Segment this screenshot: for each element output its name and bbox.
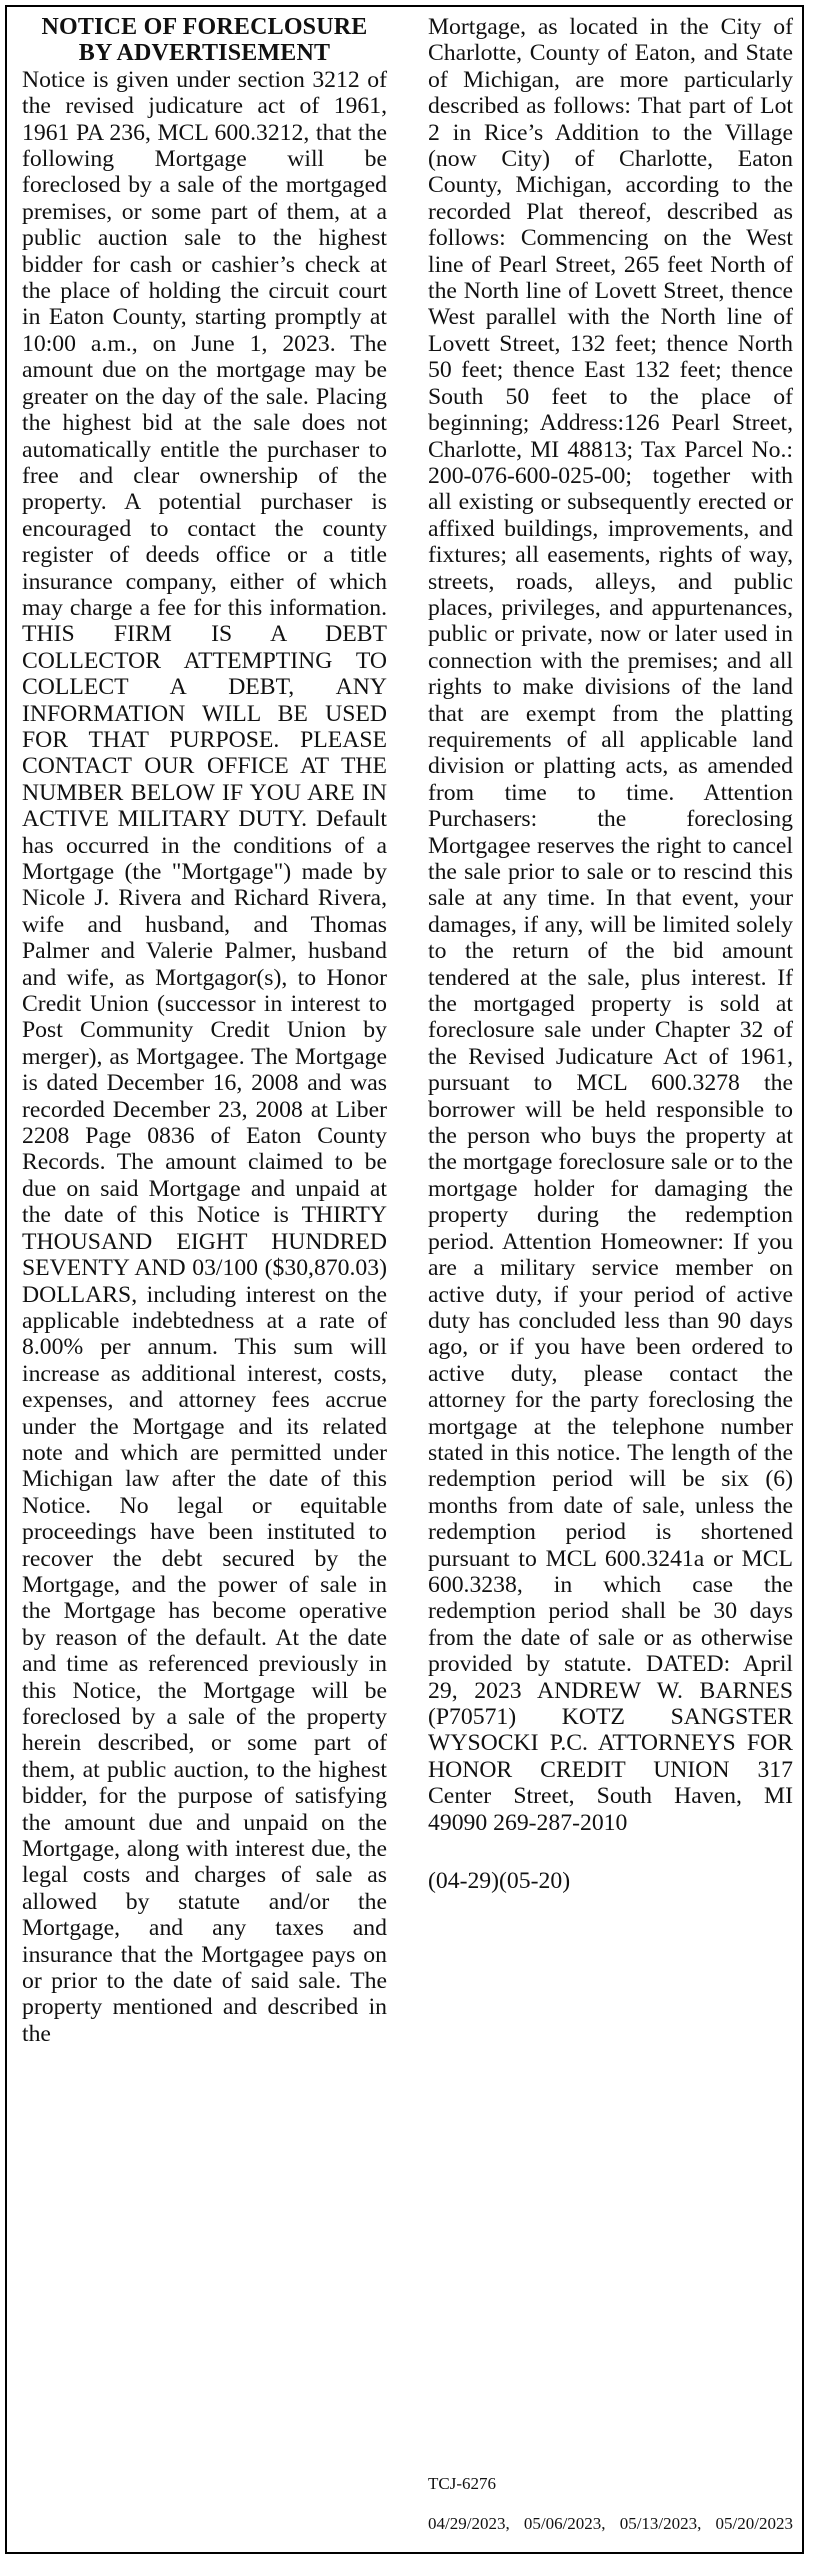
- publication-date: 04/29/2023,: [428, 2514, 510, 2533]
- publication-dates: [428, 2514, 793, 2534]
- publication-date: 05/06/2023,: [523, 2514, 606, 2533]
- issue-codes: (04-29)(05-20): [428, 1868, 571, 1895]
- notice-right-column: [428, 14, 793, 1894]
- notice-left-column: [22, 14, 387, 2047]
- notice-title: NOTICE OF FORECLOSURE BY ADVERTISEMENT: [41, 14, 368, 67]
- notice-body-right: Mortgage, as located in the City of Charlotte, County of Eaton, and State of Michigan, are more particularly described as follows: That part of Lot 2 in Rice’s Addition to the Village (now City) of Charlotte, Eaton County, Michigan, according to the recorded Plat thereof, described as follows: Commencing on the West line of Pearl Street, 265 feet North of the North line of Lovett Street, thence West parallel with the North line of Lovett Street, 132 feet; thence North 50 feet; thence East 132 feet; thence South 50 feet to the place of beginning; Address:126 Pearl Street, Charlotte, MI 48813; Tax Parcel No.: 200-076-600-025-00; together with all existing or subsequently erected or affixed buildings, improvements, and fixtures; all easements, rights of way, streets, roads, alleys, and public places, privileges, and appurtenances, public or private, now or later used in connection with the premises; and all rights to make divisions of the land that are exempt from the platting requirements of all applicable land division or platting acts, as amended from time to time. Attention Purchasers: the foreclosing Mortgagee reserves the right to cancel the sale prior to sale or to rescind this sale at any time. In that event, your damages, if any, will be limited solely to the return of the bid amount tendered at the sale, plus interest. If the mortgaged property is sold at foreclosure sale under Chapter 32 of the Revised Judicature Act of 1961, pursuant to MCL 600.3278 the borrower will be held responsible to the person who buys the property at the mortgage foreclosure sale or to the mortgage holder for damaging the property during the redemption period. Attention Homeowner: If you are a military service member on active duty, if your period of active duty has concluded less than 90 days ago, or if you have been ordered to active duty, please contact the attorney for the party foreclosing the mortgage at the telephone number stated in this notice. The length of the redemption period will be six (6) months from date of sale, unless the redemption period is shortened pursuant to MCL 600.3241a or MCL 600.3238, in which case the redemption period shall be 30 days from the date of sale or as otherwise provided by statute. DATED: April 29, 2023 ANDREW W. BARNES (P70571) KOTZ SANGSTER WYSOCKI P.C. ATTORNEYS FOR HONOR CREDIT UNION 317 Center Street, South Haven, MI 49090 269-287-2010: [428, 14, 793, 1836]
- notice-body-left: Notice is given under section 3212 of the revised judicature act of 1961, 1961 PA 236, MCL 600.3212, that the following Mortgage will be foreclosed by a sale of the mortgaged premises, or some part of them, at a public auction sale to the highest bidder for cash or cashier’s check at the place of holding the circuit court in Eaton County, starting promptly at 10:00 a.m., on June 1, 2023. The amount due on the mortgage may be greater on the day of the sale. Placing the highest bid at the sale does not automatically entitle the purchaser to free and clear ownership of the property. A potential purchaser is encouraged to contact the county register of deeds office or a title insurance company, either of which may charge a fee for this information. THIS FIRM IS A DEBT COLLECTOR ATTEMPTING TO COLLECT A DEBT, ANY INFORMATION WILL BE USED FOR THAT PURPOSE. PLEASE CONTACT OUR OFFICE AT THE NUMBER BELOW IF YOU ARE IN ACTIVE MILITARY DUTY. Default has occurred in the conditions of a Mortgage (the "Mortgage") made by Nicole J. Rivera and Richard Rivera, wife and husband, and Thomas Palmer and Valerie Palmer, husband and wife, as Mortgagor(s), to Honor Credit Union (successor in interest to Post Community Credit Union by merger), as Mortgagee. The Mortgage is dated December 16, 2008 and was recorded December 23, 2008 at Liber 2208 Page 0836 of Eaton County Records. The amount claimed to be due on said Mortgage and unpaid at the date of this Notice is THIRTY THOUSAND EIGHT HUNDRED SEVENTY AND 03/100 ($30,870.03) DOLLARS, including interest on the applicable indebtedness at a rate of 8.00% per annum. This sum will increase as additional interest, costs, expenses, and attorney fees accrue under the Mortgage and its related note and which are permitted under Michigan law after the date of this Notice. No legal or equitable proceedings have been instituted to recover the debt secured by the Mortgage, and the power of sale in the Mortgage has become operative by reason of the default. At the date and time as referenced previously in this Notice, the Mortgage will be foreclosed by a sale of the property herein described, or some part of them, at public auction, to the highest bidder, for the purpose of satisfying the amount due and unpaid on the Mortgage, along with interest due, the legal costs and charges of sale as allowed by statute and/or the Mortgage, and any taxes and insurance that the Mortgagee pays on or prior to the date of said sale. The property mentioned and described in the: [22, 66, 387, 2047]
- publication-date: 05/13/2023,: [619, 2514, 702, 2533]
- reference-code: TCJ-6276: [428, 2474, 496, 2493]
- publication-footer: [428, 2474, 793, 2534]
- publication-date: 05/20/2023: [715, 2514, 793, 2533]
